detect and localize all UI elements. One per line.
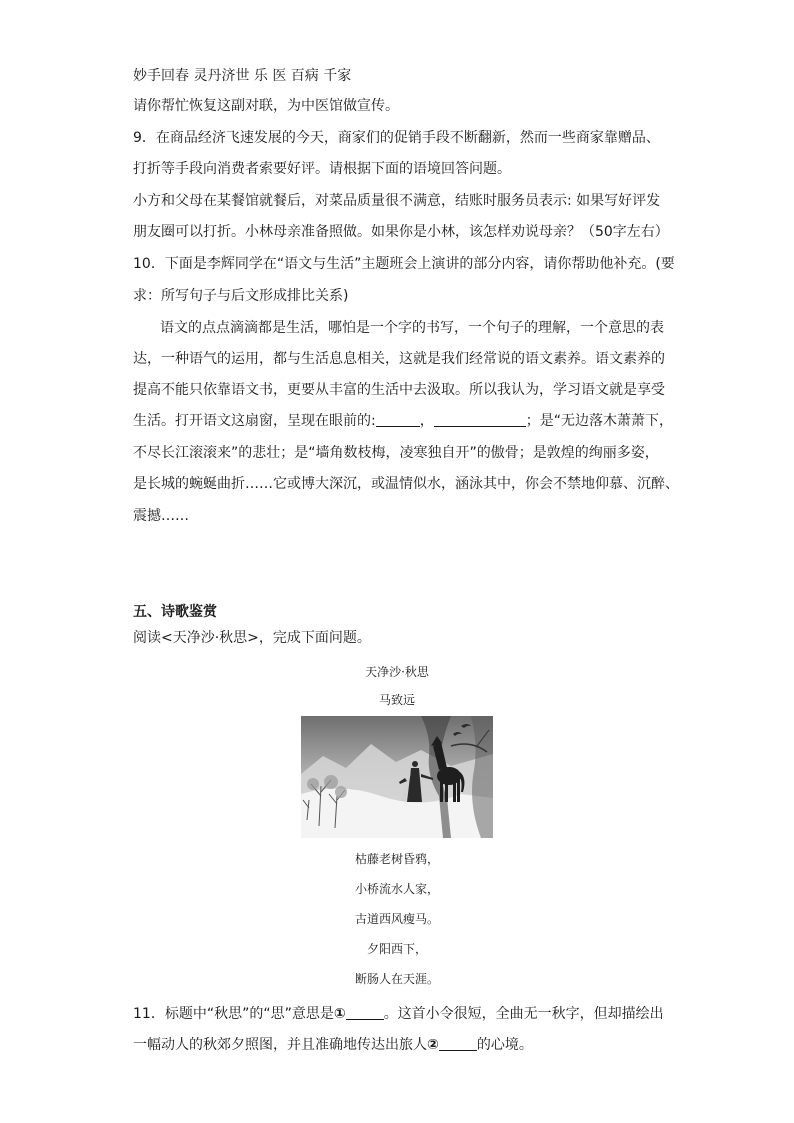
q11-line2-start: 一幅动人的秋郊夕照图，并且准确地传达出旅人: [133, 1037, 427, 1053]
q10-para-line4-comma: ，: [419, 413, 434, 429]
poem-author: 马致远: [378, 693, 415, 707]
q10-line1: 10．下面是李辉同学在“语文与生活”主题班会上演讲的部分内容，请你帮助他补充。(要: [133, 256, 675, 272]
q10-line2: 求：所写句子与后文形成排比关系): [133, 288, 349, 304]
section-instruction: 阅读<天净沙·秋思>，完成下面问题。: [133, 630, 371, 646]
poem-line-3: 古道西风瘦马。: [354, 912, 439, 926]
poem-line-5: 断肠人在天涯。: [354, 972, 439, 986]
q10-para-line2: 达，一种语气的运用，都与生活息息相关，这就是我们经常说的语文素养。语文素养的: [133, 351, 665, 367]
couplet-request: 请你帮忙恢复这副对联，为中医馆做宣传。: [133, 98, 399, 114]
section-title: 五、诗歌鉴赏: [133, 604, 217, 620]
q10-para-line4-text: 生活。打开语文这扇窗，呈现在眼前的:: [133, 413, 376, 429]
q10-para-line6: 是长城的蜿蜒曲折……它或博大深沉，或温情似水，涵泳其中，你会不禁地仰慕、沉醉、: [133, 476, 679, 492]
q11-line1: [133, 1004, 664, 1024]
q11-answer-blank-1[interactable]: [346, 1005, 384, 1020]
q10-para-line3: 提高不能只依靠语文书，更要从丰富的生活中去汲取。所以我认为，学习语文就是享受: [133, 382, 665, 398]
poem-line-1: 枯藤老树昏鸦，: [354, 852, 439, 866]
q10-para-line5: 不尽长江滚滚来”的悲壮；是“墙角数枝梅，凌寒独自开”的傲骨；是敦煌的绚丽多姿，: [133, 445, 659, 461]
q10-para-line7: 震撼……: [133, 508, 189, 524]
poem-illustration: [301, 716, 493, 838]
q11-answer-blank-2[interactable]: [439, 1036, 477, 1051]
answer-blank-1[interactable]: [376, 412, 420, 427]
couplet-words: 妙手回春 灵丹济世 乐 医 百病 千家: [133, 68, 352, 84]
answer-blank-2[interactable]: [434, 412, 526, 427]
q9-line1: 9．在商品经济飞速发展的今天，商家们的促销手段不断翻新，然而一些商家靠赠品、: [133, 130, 660, 146]
q11-line2: [133, 1035, 533, 1055]
q9-line4: 朋友圈可以打折。小林母亲准备照做。如果你是小林，该怎样劝说母亲？（50字左右）: [133, 224, 669, 240]
poem-line-4: 夕阳西下，: [366, 942, 427, 956]
q10-para-line1: 语文的点点滴滴都是生活，哪怕是一个字的书写，一个句子的理解，一个意思的表: [160, 320, 664, 336]
q10-para-line4: [133, 411, 673, 431]
q11-line2-end: 的心境。: [476, 1037, 533, 1053]
poem-line-2: 小桥流水人家，: [354, 882, 439, 896]
q11-line1-start: 11．标题中“秋思”的“思”意思是: [133, 1006, 334, 1022]
q11-line1-end: 。这首小令很短，全曲无一秋字，但却描绘出: [383, 1006, 664, 1022]
q9-line3: 小方和父母在某餐馆就餐后，对菜品质量很不满意，结账时服务员表示: 如果写好评发: [133, 193, 661, 209]
q9-line2: 打折等手段向消费者索要好评。请根据下面的语境回答问题。: [133, 161, 511, 177]
poem-title: 天净沙·秋思: [365, 665, 429, 679]
blank-marker-2: ②: [427, 1037, 439, 1053]
q10-para-line4-quote: ；是“无边落木萧萧下，: [525, 413, 673, 429]
blank-marker-1: ①: [333, 1006, 346, 1022]
